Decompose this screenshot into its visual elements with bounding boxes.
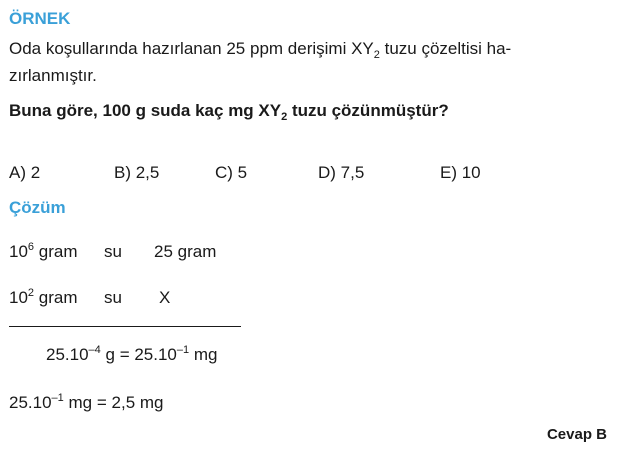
solution-title: Çözüm — [9, 198, 66, 217]
calculation-line-1 — [46, 345, 217, 365]
number: 25.10 — [9, 393, 52, 412]
question-line-2: zırlanmıştır. — [9, 66, 97, 85]
number: 10 — [9, 242, 28, 261]
text: g = 25.10 — [100, 345, 177, 364]
answer-label: Cevap B — [546, 426, 607, 443]
number: 25.10 — [46, 345, 89, 364]
solution-row-2-value: X — [159, 288, 171, 307]
number: 10 — [9, 288, 28, 307]
unit: mg — [189, 345, 218, 364]
calculation-line-2 — [9, 393, 163, 413]
solution-row-1-substance: su — [104, 242, 122, 261]
exponent: –1 — [51, 392, 64, 404]
subscript: 2 — [281, 111, 288, 123]
fraction-rule — [9, 326, 241, 327]
text: mg = 2,5 mg — [63, 393, 164, 412]
unit: gram — [34, 242, 78, 261]
exponent: 2 — [27, 287, 35, 299]
exponent: 6 — [27, 241, 35, 253]
unit: gram — [34, 288, 78, 307]
solution-row-2-amount — [9, 288, 78, 308]
solution-row-2-substance: su — [104, 288, 122, 307]
question-text: Oda koşullarında hazırlanan 25 ppm derişimi XY — [9, 39, 374, 58]
option-d: D) 7,5 — [318, 163, 365, 182]
option-c: C) 5 — [215, 163, 248, 182]
question-text: tuzu çözeltisi ha- — [379, 39, 512, 58]
question-line-1 — [9, 37, 511, 61]
option-b: B) 2,5 — [114, 163, 160, 182]
option-e: E) 10 — [440, 163, 481, 182]
exponent: –1 — [176, 344, 190, 356]
prompt-text: Buna göre, 100 g suda kaç mg XY — [9, 101, 282, 120]
solution-row-1-amount — [9, 242, 78, 262]
question-prompt — [9, 99, 449, 123]
prompt-text: tuzu çözünmüştür? — [287, 101, 449, 120]
example-heading: ÖRNEK — [9, 9, 71, 28]
solution-row-1-value: 25 gram — [154, 242, 217, 261]
subscript: 2 — [373, 49, 380, 61]
option-a: A) 2 — [9, 163, 41, 182]
exponent: –4 — [88, 344, 101, 356]
